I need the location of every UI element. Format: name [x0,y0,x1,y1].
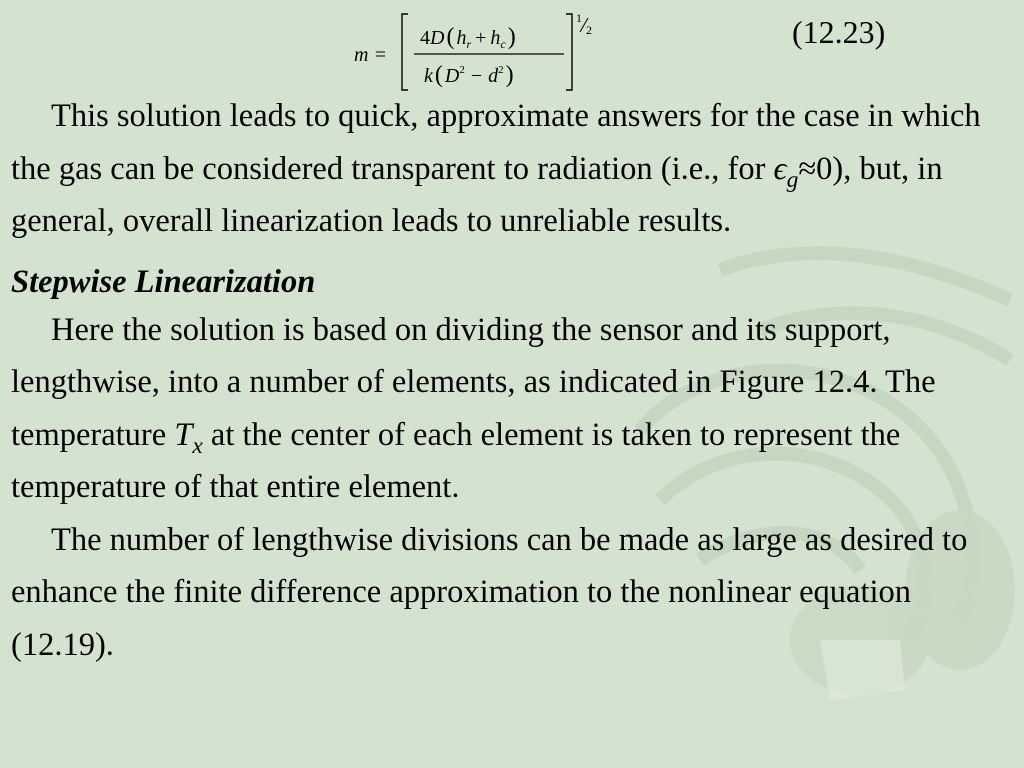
paragraph3-text: The number of lengthwise divisions can be made as large as desired to enhance the finite difference approximation to the nonlinear equation (12.19). [11,521,968,663]
paragraph1-text-b: ≈0), but, in general, overall linearization leads to unreliable results. [11,150,943,239]
eq-right-bracket [566,14,572,90]
eq-denominator: k( $D^2 - d^2$) [424,62,514,88]
equation-number: (12.23) [792,14,886,50]
paragraph-lengthwise-divisions [11,514,1016,672]
slide-body [11,90,1016,671]
equation-12-23 [352,6,612,98]
eq-lhs-m: m = [354,44,387,66]
eq-exponent-denominator: 2 [586,23,592,37]
temperature-subscript: x [192,432,203,459]
paragraph-overall-linearization [11,90,1016,248]
paragraph1-text-a: This solution leads to quick, approximate answers for the case in which the gas can be considered transparent to radiation (i.e., for [11,98,981,187]
epsilon-subscript: g [786,166,799,193]
epsilon-symbol: ϵ [773,150,787,187]
paragraph2-text-b: at the center of each element is taken to represent the temperature of that entire element. [11,416,901,505]
eq-exponent-numerator: 1 [576,11,582,25]
paragraph2-text-a: Here the solution is based on dividing the sensor and its support, lengthwise, into a number of elements, as indicated in Figure 12.4. The temperature [11,311,936,453]
section-heading: Stepwise Linearization [11,263,316,300]
eq-numerator: 4D( $h_r + h_c$) [420,24,516,51]
temperature-variable: T [174,416,193,453]
paragraph-stepwise-description [11,304,1016,514]
eq-left-bracket [402,14,408,90]
